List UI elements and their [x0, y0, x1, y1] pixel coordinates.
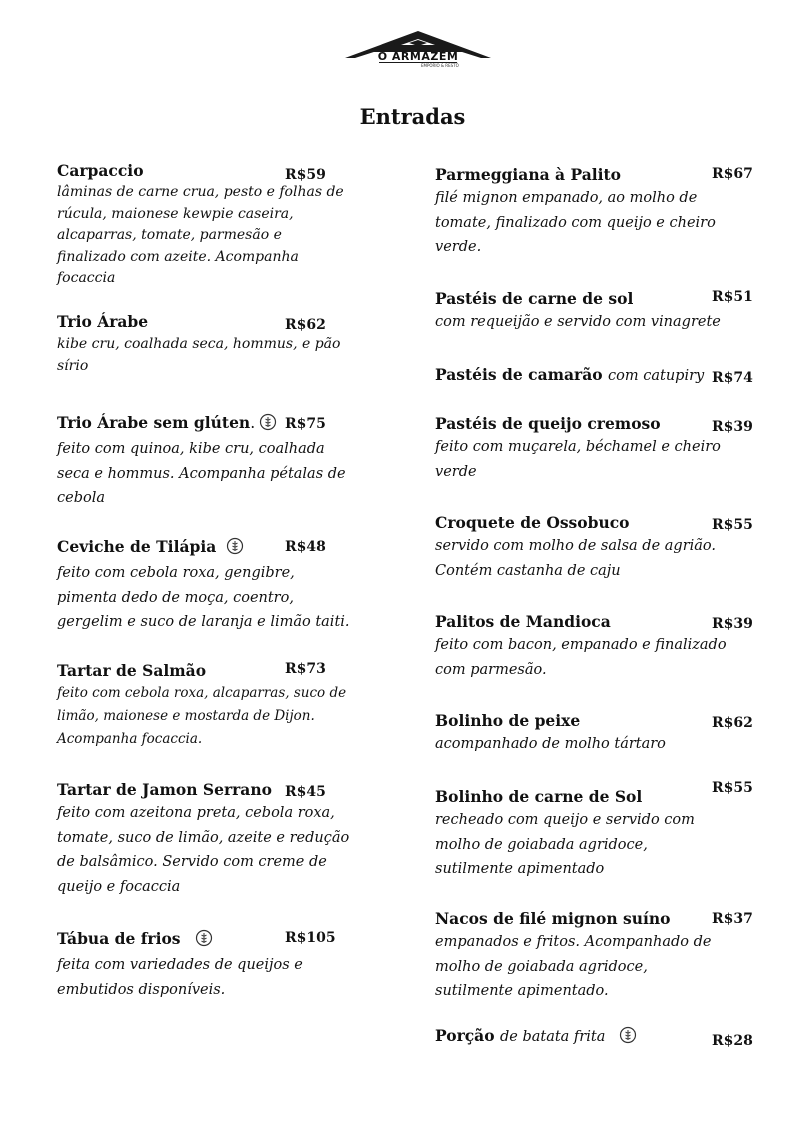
item-inline-description: com catupiry [608, 368, 705, 384]
item-name: Nacos de filé mignon suíno [435, 909, 671, 928]
item-description: feito com cebola roxa, alcaparras, suco de limão, maionese e mostarda de Dijon. Acompanha focaccia. [57, 685, 347, 747]
item-description: feito com muçarela, béchamel e cheiro verde [435, 439, 721, 480]
item-price: R$45 [285, 784, 326, 800]
item-name: Tartar de Salmão [57, 661, 207, 680]
item-price: R$62 [285, 317, 326, 333]
item-price: R$74 [712, 370, 753, 386]
item-inline-description: de batata frita [499, 1029, 606, 1045]
menu-item-pasteis-de-carne-de-sol [435, 288, 730, 335]
menu-item-pasteis-de-camarao [435, 364, 730, 387]
item-description: acompanhado de molho tártaro [435, 736, 666, 752]
item-description: lâminas de carne crua, pesto e folhas de rúcula, maionese kewpie caseira, alcaparras, tomate, parmesão e finalizado com azeite. Acompanha focaccia [57, 184, 344, 286]
logo-name: O ARMAZÉM [377, 50, 459, 63]
menu-item-bolinho-de-carne-de-sol [435, 786, 730, 882]
item-price: R$105 [285, 930, 336, 946]
menu-item-nacos-de-file-mignon-suino [435, 908, 730, 1004]
item-name: Trio Árabe [57, 312, 149, 331]
item-description: com requeijão e servido com vinagrete [435, 314, 721, 330]
menu-item-porcao-de-batata-frita [435, 1025, 730, 1050]
item-name: Tábua de frios [57, 929, 181, 948]
item-name-line [435, 364, 730, 387]
menu-item-croquete-de-ossobuco [435, 512, 730, 583]
menu-item-bolinho-de-peixe [435, 710, 730, 757]
item-name: Croquete de Ossobuco [435, 513, 630, 532]
item-description: feito com bacon, empanado e finalizado com parmesão. [435, 637, 727, 678]
item-name-line [435, 1025, 730, 1050]
menu-item-parmeggiana-a-palito [435, 164, 730, 260]
item-price: R$62 [712, 715, 753, 731]
item-name: Pastéis de queijo cremoso [435, 414, 661, 433]
item-description: empanados e fritos. Acompanhado de molho de goiabada agridoce, sutilmente apimentado. [435, 934, 712, 999]
item-name: Bolinho de peixe [435, 711, 581, 730]
item-name: Parmeggiana à Palito [435, 165, 622, 184]
item-name: Bolinho de carne de Sol [435, 787, 643, 806]
item-name: Ceviche de Tilápia [57, 537, 217, 556]
gluten-free-icon [619, 1026, 637, 1050]
item-price: R$37 [712, 911, 753, 927]
item-price: R$39 [712, 616, 753, 632]
item-description: feito com azeitona preta, cebola roxa, tomate, suco de limão, azeite e redução de balsâmico. Servido com creme de queijo e focaccia [57, 805, 350, 895]
item-name: Pastéis de carne de sol [435, 289, 634, 308]
logo-subtitle: EMPÓRIO & RESTÔ [421, 63, 459, 68]
item-description: filé mignon empanado, ao molho de tomate, finalizado com queijo e cheiro verde. [435, 190, 716, 255]
item-description: recheado com queijo e servido com molho de goiabada agridoce, sutilmente apimentado [435, 812, 695, 877]
item-price: R$28 [712, 1033, 753, 1049]
item-price: R$55 [712, 780, 753, 796]
item-name: Porção [435, 1026, 495, 1045]
item-price: R$39 [712, 419, 753, 435]
item-price: R$55 [712, 517, 753, 533]
item-price: R$75 [285, 416, 326, 432]
menu-item-pasteis-de-queijo-cremoso [435, 413, 730, 484]
item-price: R$48 [285, 539, 326, 555]
menu-item-palitos-de-mandioca [435, 611, 730, 682]
item-description: feito com cebola roxa, gengibre, pimenta dedo de moça, coentro, gergelim e suco de laranja e limão taiti. [57, 565, 350, 630]
item-description: servido com molho de salsa de agrião. Contém castanha de caju [435, 538, 716, 579]
restaurant-logo [343, 28, 493, 72]
gluten-free-icon [259, 413, 277, 437]
gluten-free-icon [226, 537, 244, 561]
item-name: Pastéis de camarão [435, 365, 603, 384]
page-title: Entradas [359, 104, 466, 129]
item-name-suffix: . [250, 414, 256, 432]
item-description: feita com variedades de queijos e embutidos disponíveis. [57, 957, 303, 998]
item-price: R$51 [712, 289, 753, 305]
item-name: Trio Árabe sem glúten [57, 413, 251, 432]
item-name: Carpaccio [57, 161, 144, 180]
item-description: kibe cru, coalhada seca, hommus, e pão sírio [57, 336, 341, 374]
item-price: R$59 [285, 167, 326, 183]
item-name: Palitos de Mandioca [435, 612, 611, 631]
gluten-free-icon [195, 929, 213, 953]
item-price: R$67 [712, 166, 753, 182]
item-name: Tartar de Jamon Serrano [57, 780, 272, 799]
item-price: R$73 [285, 661, 326, 677]
item-description: feito com quinoa, kibe cru, coalhada seca e hommus. Acompanha pétalas de cebola [57, 441, 346, 506]
